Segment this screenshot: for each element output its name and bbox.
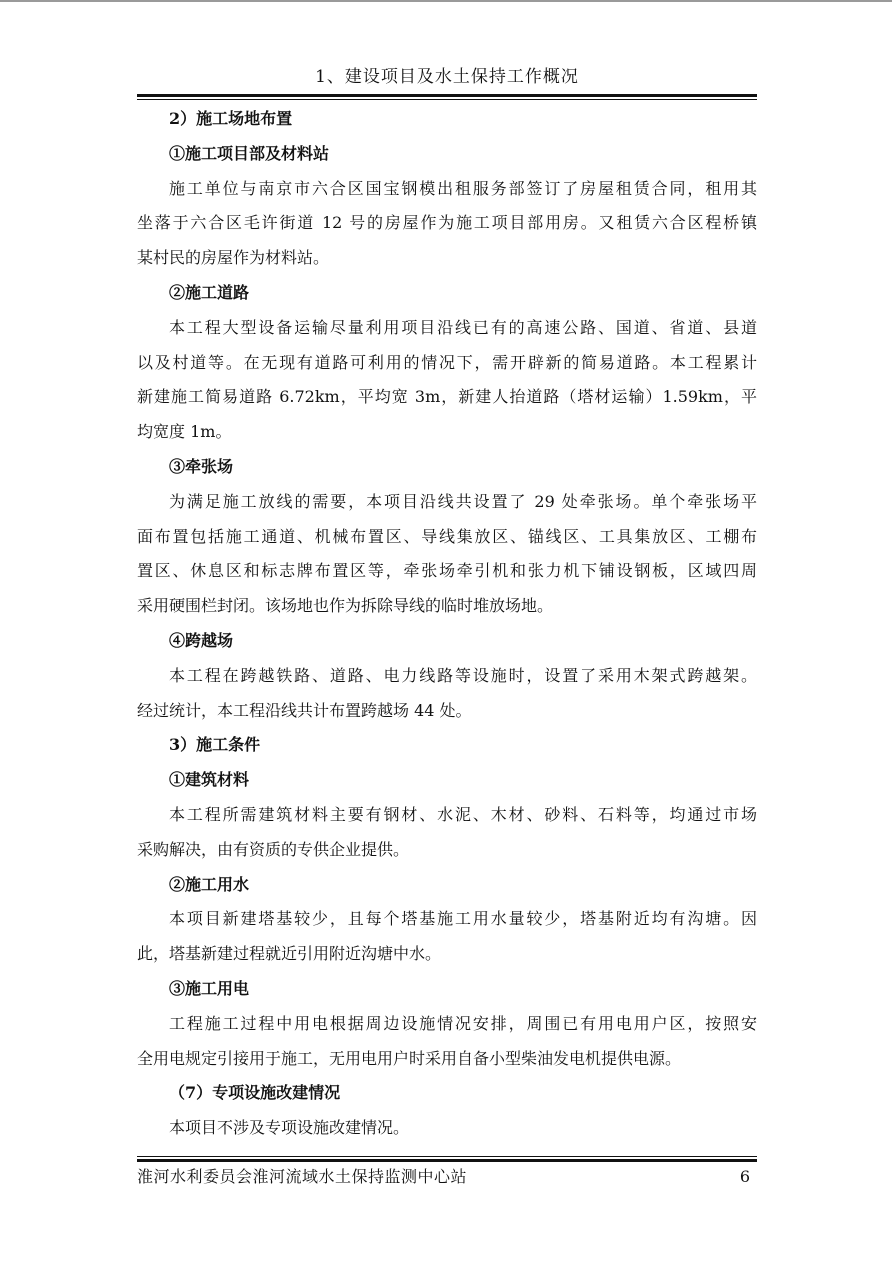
paragraph-line: 为满足施工放线的需要，本项目沿线共设置了 29 处牵张场。单个牵张场平 [169,491,757,511]
section-heading: （7）专项设施改建情况 [169,1083,341,1103]
section-heading: 2）施工场地布置 [169,109,293,128]
paragraph-line: 新建施工简易道路 6.72km，平均宽 3m，新建人抬道路（塔材运输）1.59km，平 [137,387,757,407]
paragraph-line: 本项目不涉及专项设施改建情况。 [169,1118,410,1138]
paragraph-line: 本工程大型设备运输尽量利用项目沿线已有的高速公路、国道、省道、县道 [169,317,757,337]
paragraph-line: 工程施工过程中用电根据周边设施情况安排，周围已有用电用户区，按照安 [169,1013,757,1033]
paragraph-line: 此，塔基新建过程就近引用附近沟塘中水。 [137,944,442,964]
section-heading: ④跨越场 [169,630,234,650]
header-rule [137,94,757,100]
paragraph-line: 面布置包括施工通道、机械布置区、导线集放区、锚线区、工具集放区、工棚布 [137,526,757,546]
page-number: 6 [739,1167,750,1186]
paragraph-line: 采购解决，由有资质的专供企业提供。 [137,839,410,859]
paragraph-line: 坐落于六合区毛许街道 12 号的房屋作为施工项目部用房。又租赁六合区程桥镇 [137,213,757,233]
section-heading: ③施工用电 [169,978,250,998]
paragraph-line: 本工程在跨越铁路、道路、电力线路等设施时，设置了采用木架式跨越架。 [169,665,757,685]
document-body [137,102,757,1146]
paragraph-line: 施工单位与南京市六合区国宝钢模出租服务部签订了房屋租赁合同，租用其 [169,178,757,198]
section-heading: ②施工用水 [169,874,250,894]
paragraph-line: 置区、休息区和标志牌布置区等，牵张场牵引机和张力机下铺设钢板，区域四周 [137,561,757,581]
section-heading: ②施工道路 [169,282,250,302]
paragraph-line: 经过统计，本工程沿线共计布置跨越场 44 处。 [137,700,472,720]
paragraph-line: 采用硬围栏封闭。该场地也作为拆除导线的临时堆放场地。 [137,596,554,616]
section-heading: 3）施工条件 [169,735,261,755]
section-heading: ①建筑材料 [169,770,250,790]
footer-organization: 淮河水利委员会淮河流域水土保持监测中心站 [137,1167,468,1186]
paragraph-line: 全用电规定引接用于施工，无用电用户时采用自备小型柴油发电机提供电源。 [137,1048,682,1068]
paragraph-line: 以及村道等。在无现有道路可利用的情况下，需开辟新的简易道路。本工程累计 [137,352,757,372]
paragraph-line: 本项目新建塔基较少，且每个塔基施工用水量较少，塔基附近均有沟塘。因 [169,909,757,929]
top-border-line [0,0,892,2]
paragraph-line: 某村民的房屋作为材料站。 [137,248,330,268]
paragraph-line: 均宽度 1m。 [137,422,232,442]
section-heading: ③牵张场 [169,456,234,476]
running-header: 1、建设项目及水土保持工作概况 [315,67,579,87]
section-heading: ①施工项目部及材料站 [169,143,330,163]
paragraph-line: 本工程所需建筑材料主要有钢材、水泥、木材、砂料、石料等，均通过市场 [169,804,757,824]
